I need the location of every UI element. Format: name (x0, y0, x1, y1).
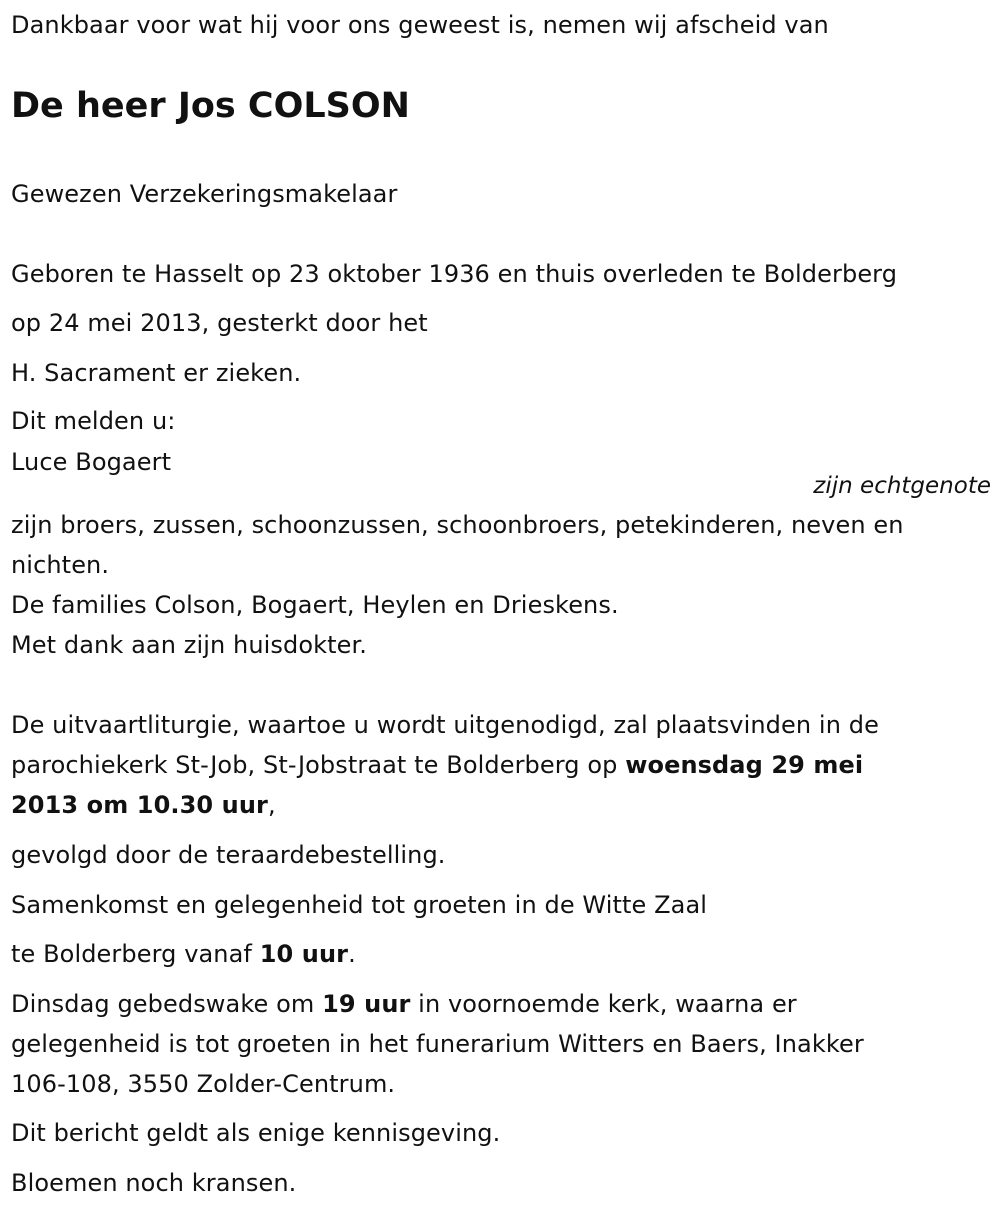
funeral-date-part-1: woensdag 29 mei (625, 751, 864, 779)
flowers-statement: Bloemen noch kransen. (11, 1169, 297, 1197)
family-line-1: zijn broers, zussen, schoonzussen, schoonbroers, petekinderen, neven en (11, 511, 904, 539)
funeral-line-1: De uitvaartliturgie, waartoe u wordt uitgenodigd, zal plaatsvinden in de (11, 711, 879, 739)
wake-time: 19 uur (322, 990, 411, 1018)
thanks: Met dank aan zijn huisdokter. (11, 631, 367, 659)
wake-line-2: gelegenheid is tot groeten in het funerarium Witters en Baers, Inakker (11, 1030, 864, 1058)
birth-death-line-1: Geboren te Hasselt op 23 oktober 1936 en thuis overleden te Bolderberg (11, 260, 898, 288)
birth-death-line-2: op 24 mei 2013, gesterkt door het (11, 309, 428, 337)
funeral-line-6-suffix: . (348, 940, 356, 968)
wake-line-1-prefix: Dinsdag gebedswake om (11, 990, 323, 1018)
deceased-name: De heer Jos COLSON (11, 86, 410, 126)
notice-statement: Dit bericht geldt als enige kennisgeving. (11, 1119, 501, 1147)
funeral-line-4: gevolgd door de teraardebestelling. (11, 841, 446, 869)
spouse-name: Luce Bogaert (11, 448, 172, 476)
occupation: Gewezen Verzekeringsmakelaar (11, 180, 398, 208)
family-line-2: nichten. (11, 551, 110, 579)
families: De families Colson, Bogaert, Heylen en Drieskens. (11, 591, 619, 619)
funeral-line-6-prefix: te Bolderberg vanaf (11, 940, 260, 968)
funeral-line-3 (11, 785, 276, 825)
funeral-line-5: Samenkomst en gelegenheid tot groeten in de Witte Zaal (11, 891, 708, 919)
birth-death-line-3: H. Sacrament er zieken. (11, 359, 302, 387)
spouse-role: zijn echtgenote (813, 473, 991, 499)
gathering-time: 10 uur (259, 940, 349, 968)
wake-line-1 (11, 984, 797, 1024)
intro-text: Dankbaar voor wat hij voor ons geweest is, nemen wij afscheid van (11, 11, 829, 39)
funeral-line-2 (11, 745, 863, 785)
wake-line-1-suffix: in voornoemde kerk, waarna er (410, 990, 797, 1018)
wake-line-3: 106-108, 3550 Zolder-Centrum. (11, 1070, 396, 1098)
funeral-date-part-2: 2013 om 10.30 uur (11, 791, 268, 819)
funeral-line-3-suffix: , (267, 791, 276, 819)
funeral-line-2-prefix: parochiekerk St-Job, St-Jobstraat te Bolderberg op (11, 751, 626, 779)
funeral-line-6 (11, 934, 356, 974)
announce-label: Dit melden u: (11, 407, 176, 435)
